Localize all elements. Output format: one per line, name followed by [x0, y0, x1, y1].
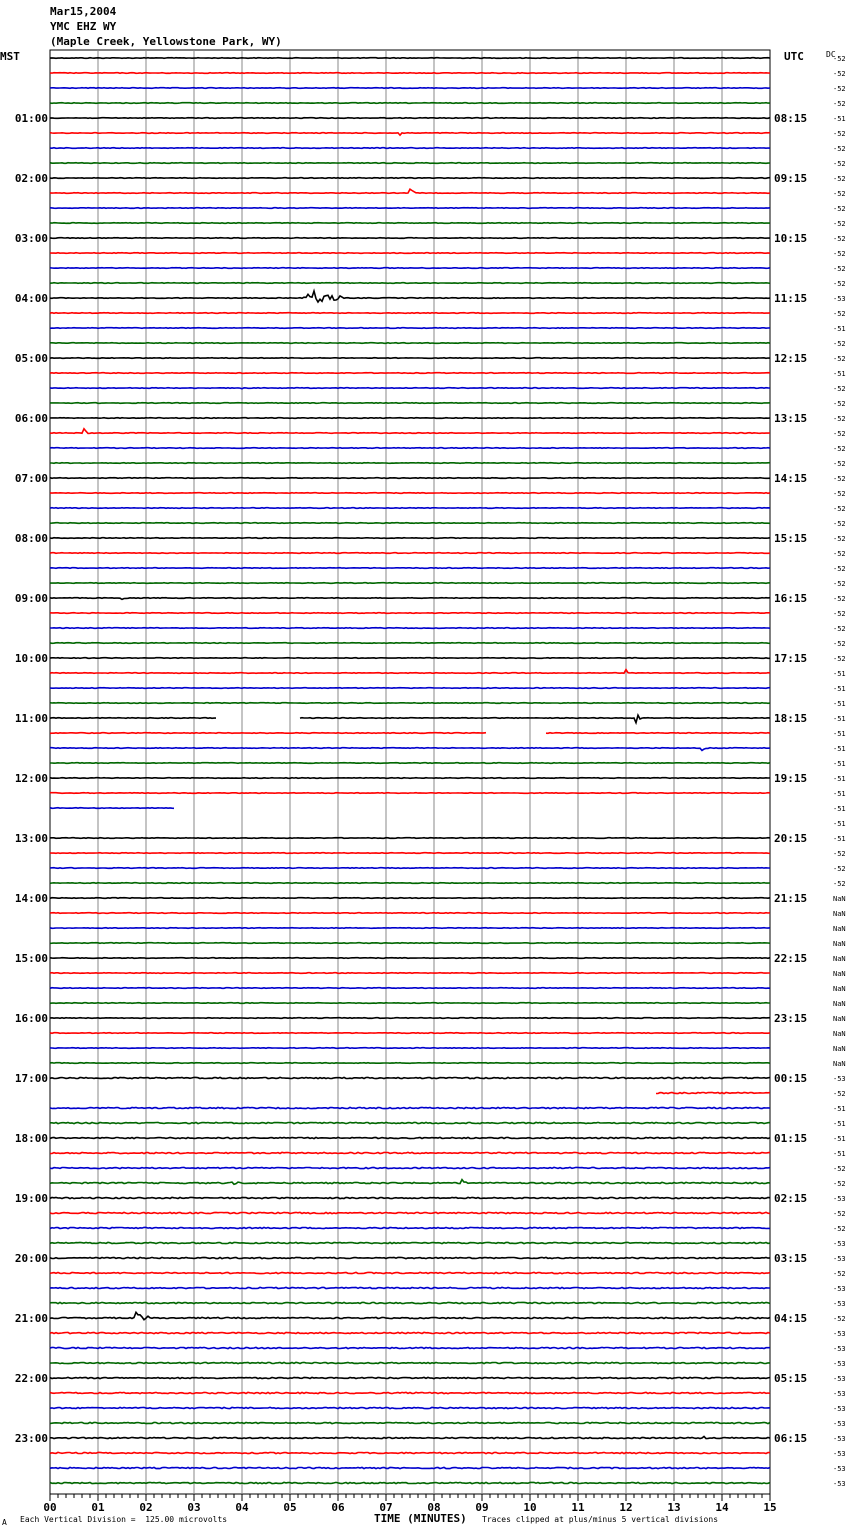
dc-offset-label: -53	[833, 1300, 846, 1308]
dc-offset-label: -51	[833, 715, 846, 723]
seismic-trace	[50, 670, 770, 674]
dc-offset-label: -52	[833, 640, 846, 648]
x-tick-label: 11	[571, 1501, 585, 1514]
seismic-trace	[50, 1197, 770, 1198]
dc-offset-label: -52	[833, 565, 846, 573]
seismic-trace	[50, 1077, 770, 1078]
dc-offset-label: -52	[833, 535, 846, 543]
dc-offset-label: -52	[833, 850, 846, 858]
seismic-trace	[50, 178, 770, 179]
right-hour-label: 00:15	[774, 1072, 808, 1085]
seismic-trace	[50, 643, 770, 644]
dc-offset-label: -53	[833, 1480, 846, 1488]
seismic-trace	[50, 943, 770, 944]
left-hour-label: 21:00	[14, 1312, 48, 1325]
dc-offset-label: -52	[833, 865, 846, 873]
dc-offset-label: -52	[833, 520, 846, 528]
right-hour-label: 01:15	[774, 1132, 808, 1145]
seismic-trace	[50, 1452, 770, 1453]
left-hour-label: 12:00	[14, 772, 48, 785]
seismic-trace	[50, 208, 770, 209]
dc-offset-label: -53	[833, 1465, 846, 1473]
dc-offset-label: -52	[833, 595, 846, 603]
seismic-trace	[50, 733, 770, 734]
dc-offset-label: -52	[833, 580, 846, 588]
x-tick-label: 08	[427, 1501, 441, 1514]
seismic-trace	[50, 253, 770, 254]
dc-offset-label: NaN	[833, 1030, 846, 1038]
dc-offset-label: -52	[833, 505, 846, 513]
dc-offset-label: NaN	[833, 1045, 846, 1053]
seismic-trace	[50, 688, 770, 689]
right-hour-label: 05:15	[774, 1372, 808, 1385]
seismic-trace	[50, 1033, 770, 1034]
left-hour-label: 16:00	[14, 1012, 48, 1025]
dc-offset-label: -52	[833, 310, 846, 318]
dc-offset-label: -53	[833, 1390, 846, 1398]
seismic-trace	[50, 568, 770, 569]
left-hour-label: 19:00	[14, 1192, 48, 1205]
dc-offset-label: -52	[833, 265, 846, 273]
right-hour-label: 14:15	[774, 472, 808, 485]
x-tick-label: 15	[763, 1501, 777, 1514]
left-hour-label: 05:00	[14, 352, 48, 365]
seismic-trace	[50, 463, 770, 464]
left-hour-label: 14:00	[14, 892, 48, 905]
seismic-trace	[50, 763, 770, 764]
seismic-trace	[50, 1242, 770, 1243]
dc-offset-label: -52	[833, 490, 846, 498]
dc-offset-label: -52	[833, 220, 846, 228]
dc-offset-label: NaN	[833, 925, 846, 933]
seismic-trace	[50, 343, 770, 344]
left-hour-label: 03:00	[14, 232, 48, 245]
seismic-trace	[50, 1212, 770, 1213]
seismic-trace	[50, 715, 770, 723]
dc-offset-label: -52	[833, 475, 846, 483]
left-hour-label: 08:00	[14, 532, 48, 545]
dc-offset-label: -52	[833, 250, 846, 258]
x-tick-label: 06	[331, 1501, 345, 1514]
right-hour-label: 22:15	[774, 952, 808, 965]
seismic-trace	[50, 1467, 770, 1468]
location-label: (Maple Creek, Yellowstone Park, WY)	[50, 35, 282, 48]
right-hour-label: 13:15	[774, 412, 808, 425]
seismic-trace	[50, 418, 770, 419]
seismic-trace	[50, 1167, 770, 1168]
x-tick-label: 12	[619, 1501, 633, 1514]
dc-offset-label: -52	[833, 100, 846, 108]
dc-offset-label: -52	[833, 190, 846, 198]
seismic-trace	[50, 613, 770, 614]
dc-offset-label: -52	[833, 1225, 846, 1233]
seismic-trace	[50, 1287, 770, 1288]
seismic-trace	[50, 88, 770, 89]
seismic-trace	[50, 988, 770, 989]
right-hour-label: 15:15	[774, 532, 808, 545]
left-hour-label: 13:00	[14, 832, 48, 845]
left-axis-title: MST	[0, 50, 20, 63]
seismic-trace	[50, 1437, 770, 1439]
dc-offset-label: -52	[833, 1270, 846, 1278]
seismic-trace	[50, 658, 770, 659]
seismic-trace	[50, 1332, 770, 1333]
right-hour-label: 02:15	[774, 1192, 808, 1205]
dc-offset-label: -53	[833, 1255, 846, 1263]
seismic-trace	[50, 118, 770, 119]
dc-offset-label: -51	[833, 805, 846, 813]
seismic-trace	[50, 1392, 770, 1393]
dc-offset-label: NaN	[833, 910, 846, 918]
left-hour-label: 11:00	[14, 712, 48, 725]
seismic-trace	[50, 403, 770, 404]
seismic-trace	[50, 1422, 770, 1423]
dc-offset-label: -52	[833, 205, 846, 213]
dc-offset-label: -53	[833, 1420, 846, 1428]
seismic-trace	[50, 883, 770, 884]
dc-offset-label: -52	[833, 85, 846, 93]
dc-offset-label: -52	[833, 130, 846, 138]
dc-offset-label: -52	[833, 1090, 846, 1098]
right-hour-label: 09:15	[774, 172, 808, 185]
corner-mark: A	[2, 1518, 7, 1527]
seismic-trace	[50, 493, 770, 494]
right-hour-label: 10:15	[774, 232, 808, 245]
right-hour-label: 04:15	[774, 1312, 808, 1325]
seismic-trace	[50, 853, 770, 854]
dc-offset-label: -53	[833, 1075, 846, 1083]
dc-offset-label: -52	[833, 610, 846, 618]
x-tick-label: 03	[187, 1501, 201, 1514]
dc-offset-label: -52	[833, 415, 846, 423]
station-label: YMC EHZ WY	[50, 20, 117, 33]
seismic-trace	[50, 73, 770, 74]
x-tick-label: 04	[235, 1501, 249, 1514]
seismic-trace	[50, 148, 770, 149]
seismic-trace	[50, 103, 770, 104]
seismic-trace	[50, 808, 174, 809]
x-tick-label: 14	[715, 1501, 729, 1514]
dc-offset-label: -52	[833, 1180, 846, 1188]
right-hour-label: 17:15	[774, 652, 808, 665]
seismic-trace	[50, 523, 770, 524]
dc-offset-label: -52	[833, 55, 846, 63]
dc-offset-label: -53	[833, 1405, 846, 1413]
dc-offset-label: -52	[833, 235, 846, 243]
x-tick-label: 10	[523, 1501, 537, 1514]
dc-offset-label: -52	[833, 1210, 846, 1218]
right-hour-label: 19:15	[774, 772, 808, 785]
seismic-trace	[50, 358, 770, 359]
clip-note: Traces clipped at plus/minus 5 vertical divisions	[482, 1515, 719, 1524]
right-axis-title: UTC	[784, 50, 804, 63]
dc-offset-label: NaN	[833, 985, 846, 993]
seismic-trace	[50, 1122, 770, 1123]
scale-note: Each Vertical Division = 125.00 microvolts	[20, 1515, 228, 1524]
dc-offset-label: -52	[833, 1165, 846, 1173]
left-hour-label: 09:00	[14, 592, 48, 605]
dc-offset-label: NaN	[833, 1060, 846, 1068]
right-hour-label: 20:15	[774, 832, 808, 845]
dc-offset-label: -53	[833, 1285, 846, 1293]
dc-offset-label: -53	[833, 1330, 846, 1338]
seismic-trace	[50, 793, 770, 794]
seismic-trace	[50, 508, 770, 509]
seismic-trace	[50, 163, 770, 164]
dc-offset-label: -51	[833, 325, 846, 333]
dc-offset-label: NaN	[833, 940, 846, 948]
dc-offset-label: -53	[833, 295, 846, 303]
seismic-trace	[50, 238, 770, 239]
right-hour-label: 16:15	[774, 592, 808, 605]
dc-label: DC	[826, 50, 836, 59]
x-tick-label: 02	[139, 1501, 153, 1514]
dc-offset-label: -52	[833, 400, 846, 408]
seismic-trace	[50, 58, 770, 59]
dc-offset-label: -51	[833, 685, 846, 693]
left-hour-label: 15:00	[14, 952, 48, 965]
left-hour-label: 22:00	[14, 1372, 48, 1385]
x-tick-label: 00	[43, 1501, 57, 1514]
left-hour-label: 01:00	[14, 112, 48, 125]
dc-offset-label: -51	[833, 835, 846, 843]
dc-offset-label: NaN	[833, 1000, 846, 1008]
seismic-trace	[50, 898, 770, 899]
dc-offset-label: -51	[833, 1135, 846, 1143]
dc-offset-label: -53	[833, 1360, 846, 1368]
left-hour-label: 02:00	[14, 172, 48, 185]
seismic-trace	[50, 133, 770, 136]
seismic-trace	[50, 283, 770, 284]
seismic-trace	[50, 748, 770, 751]
dc-offset-label: -53	[833, 1345, 846, 1353]
dc-offset-label: -53	[833, 1450, 846, 1458]
seismic-trace	[50, 778, 770, 779]
seismic-trace	[50, 223, 770, 224]
left-hour-label: 23:00	[14, 1432, 48, 1445]
left-hour-label: 07:00	[14, 472, 48, 485]
dc-offset-label: -51	[833, 1120, 846, 1128]
seismic-trace	[50, 1227, 770, 1228]
dc-offset-label: -51	[833, 790, 846, 798]
dc-offset-label: -52	[833, 70, 846, 78]
seismic-trace	[50, 553, 770, 554]
seismic-trace	[50, 373, 770, 374]
seismic-trace	[50, 268, 770, 269]
dc-offset-label: -51	[833, 730, 846, 738]
dc-offset-label: -51	[833, 1105, 846, 1113]
seismic-trace	[50, 448, 770, 449]
seismic-trace	[50, 478, 770, 479]
seismic-trace	[50, 958, 770, 959]
seismic-trace	[50, 429, 770, 434]
seismic-trace	[50, 703, 770, 704]
seismic-trace	[50, 1180, 770, 1185]
right-hour-label: 21:15	[774, 892, 808, 905]
seismic-trace	[50, 538, 770, 539]
x-tick-label: 05	[283, 1501, 297, 1514]
seismic-trace	[50, 913, 770, 914]
dc-offset-label: -51	[833, 745, 846, 753]
seismic-trace	[50, 1257, 770, 1258]
seismic-trace	[50, 313, 770, 314]
seismic-trace	[50, 628, 770, 629]
seismic-trace	[50, 973, 770, 974]
dc-offset-label: -51	[833, 700, 846, 708]
seismic-trace	[50, 868, 770, 869]
right-hour-label: 11:15	[774, 292, 808, 305]
dc-offset-label: NaN	[833, 955, 846, 963]
dc-offset-label: -52	[833, 880, 846, 888]
right-hour-label: 23:15	[774, 1012, 808, 1025]
seismic-trace	[50, 1302, 770, 1303]
seismic-trace	[50, 838, 770, 839]
dc-offset-label: -51	[833, 775, 846, 783]
seismic-trace	[50, 1063, 770, 1064]
dc-offset-label: NaN	[833, 1015, 846, 1023]
dc-offset-label: -52	[833, 145, 846, 153]
seismic-trace	[50, 928, 770, 929]
left-hour-label: 04:00	[14, 292, 48, 305]
seismic-trace	[50, 189, 770, 193]
seismic-trace	[50, 1272, 770, 1273]
seismic-trace	[50, 583, 770, 584]
x-tick-label: 07	[379, 1501, 393, 1514]
dc-offset-label: -51	[833, 1150, 846, 1158]
dc-offset-label: -52	[833, 175, 846, 183]
plot-frame	[50, 50, 770, 1494]
seismic-trace	[50, 291, 770, 302]
dc-offset-label: -51	[833, 370, 846, 378]
seismic-trace	[50, 1377, 770, 1378]
dc-offset-label: -51	[833, 670, 846, 678]
dc-offset-label: -52	[833, 550, 846, 558]
x-axis-title: TIME (MINUTES)	[374, 1512, 467, 1525]
right-hour-label: 08:15	[774, 112, 808, 125]
dc-offset-label: -51	[833, 760, 846, 768]
dc-offset-label: -52	[833, 445, 846, 453]
dc-offset-label: -52	[833, 1315, 846, 1323]
seismic-trace	[50, 388, 770, 389]
dc-offset-label: -52	[833, 280, 846, 288]
seismic-trace	[50, 1482, 770, 1483]
seismic-trace	[50, 1347, 770, 1348]
dc-offset-label: -53	[833, 1375, 846, 1383]
right-hour-label: 12:15	[774, 352, 808, 365]
seismic-trace	[50, 1407, 770, 1408]
dc-offset-label: -52	[833, 625, 846, 633]
seismic-trace	[50, 1362, 770, 1363]
dc-offset-label: -52	[833, 460, 846, 468]
left-hour-label: 10:00	[14, 652, 48, 665]
dc-offset-label: -51	[833, 115, 846, 123]
dc-offset-label: -52	[833, 430, 846, 438]
left-hour-label: 18:00	[14, 1132, 48, 1145]
dc-offset-label: -52	[833, 385, 846, 393]
seismic-trace	[50, 1048, 770, 1049]
right-hour-label: 03:15	[774, 1252, 808, 1265]
seismic-trace	[50, 598, 770, 600]
date-label: Mar15,2004	[50, 5, 117, 18]
seismic-trace	[50, 1137, 770, 1138]
dc-offset-label: -53	[833, 1240, 846, 1248]
left-hour-label: 17:00	[14, 1072, 48, 1085]
dc-offset-label: -52	[833, 160, 846, 168]
right-hour-label: 18:15	[774, 712, 808, 725]
seismic-trace	[50, 1152, 770, 1153]
left-hour-label: 20:00	[14, 1252, 48, 1265]
x-tick-label: 09	[475, 1501, 489, 1514]
right-hour-label: 06:15	[774, 1432, 808, 1445]
dc-offset-label: -52	[833, 655, 846, 663]
seismic-trace	[656, 1092, 770, 1093]
x-tick-label: 13	[667, 1501, 681, 1514]
dc-offset-label: -53	[833, 1195, 846, 1203]
dc-offset-label: -53	[833, 1435, 846, 1443]
dc-offset-label: NaN	[833, 970, 846, 978]
dc-offset-label: -52	[833, 355, 846, 363]
left-hour-label: 06:00	[14, 412, 48, 425]
seismic-trace	[50, 1003, 770, 1004]
dc-offset-label: -52	[833, 340, 846, 348]
seismic-trace	[50, 1312, 770, 1319]
seismic-trace	[50, 1018, 770, 1019]
dc-offset-label: NaN	[833, 895, 846, 903]
seismic-trace	[50, 1107, 770, 1108]
seismic-trace	[50, 328, 770, 329]
x-tick-label: 01	[91, 1501, 105, 1514]
dc-offset-label: -51	[833, 820, 846, 828]
